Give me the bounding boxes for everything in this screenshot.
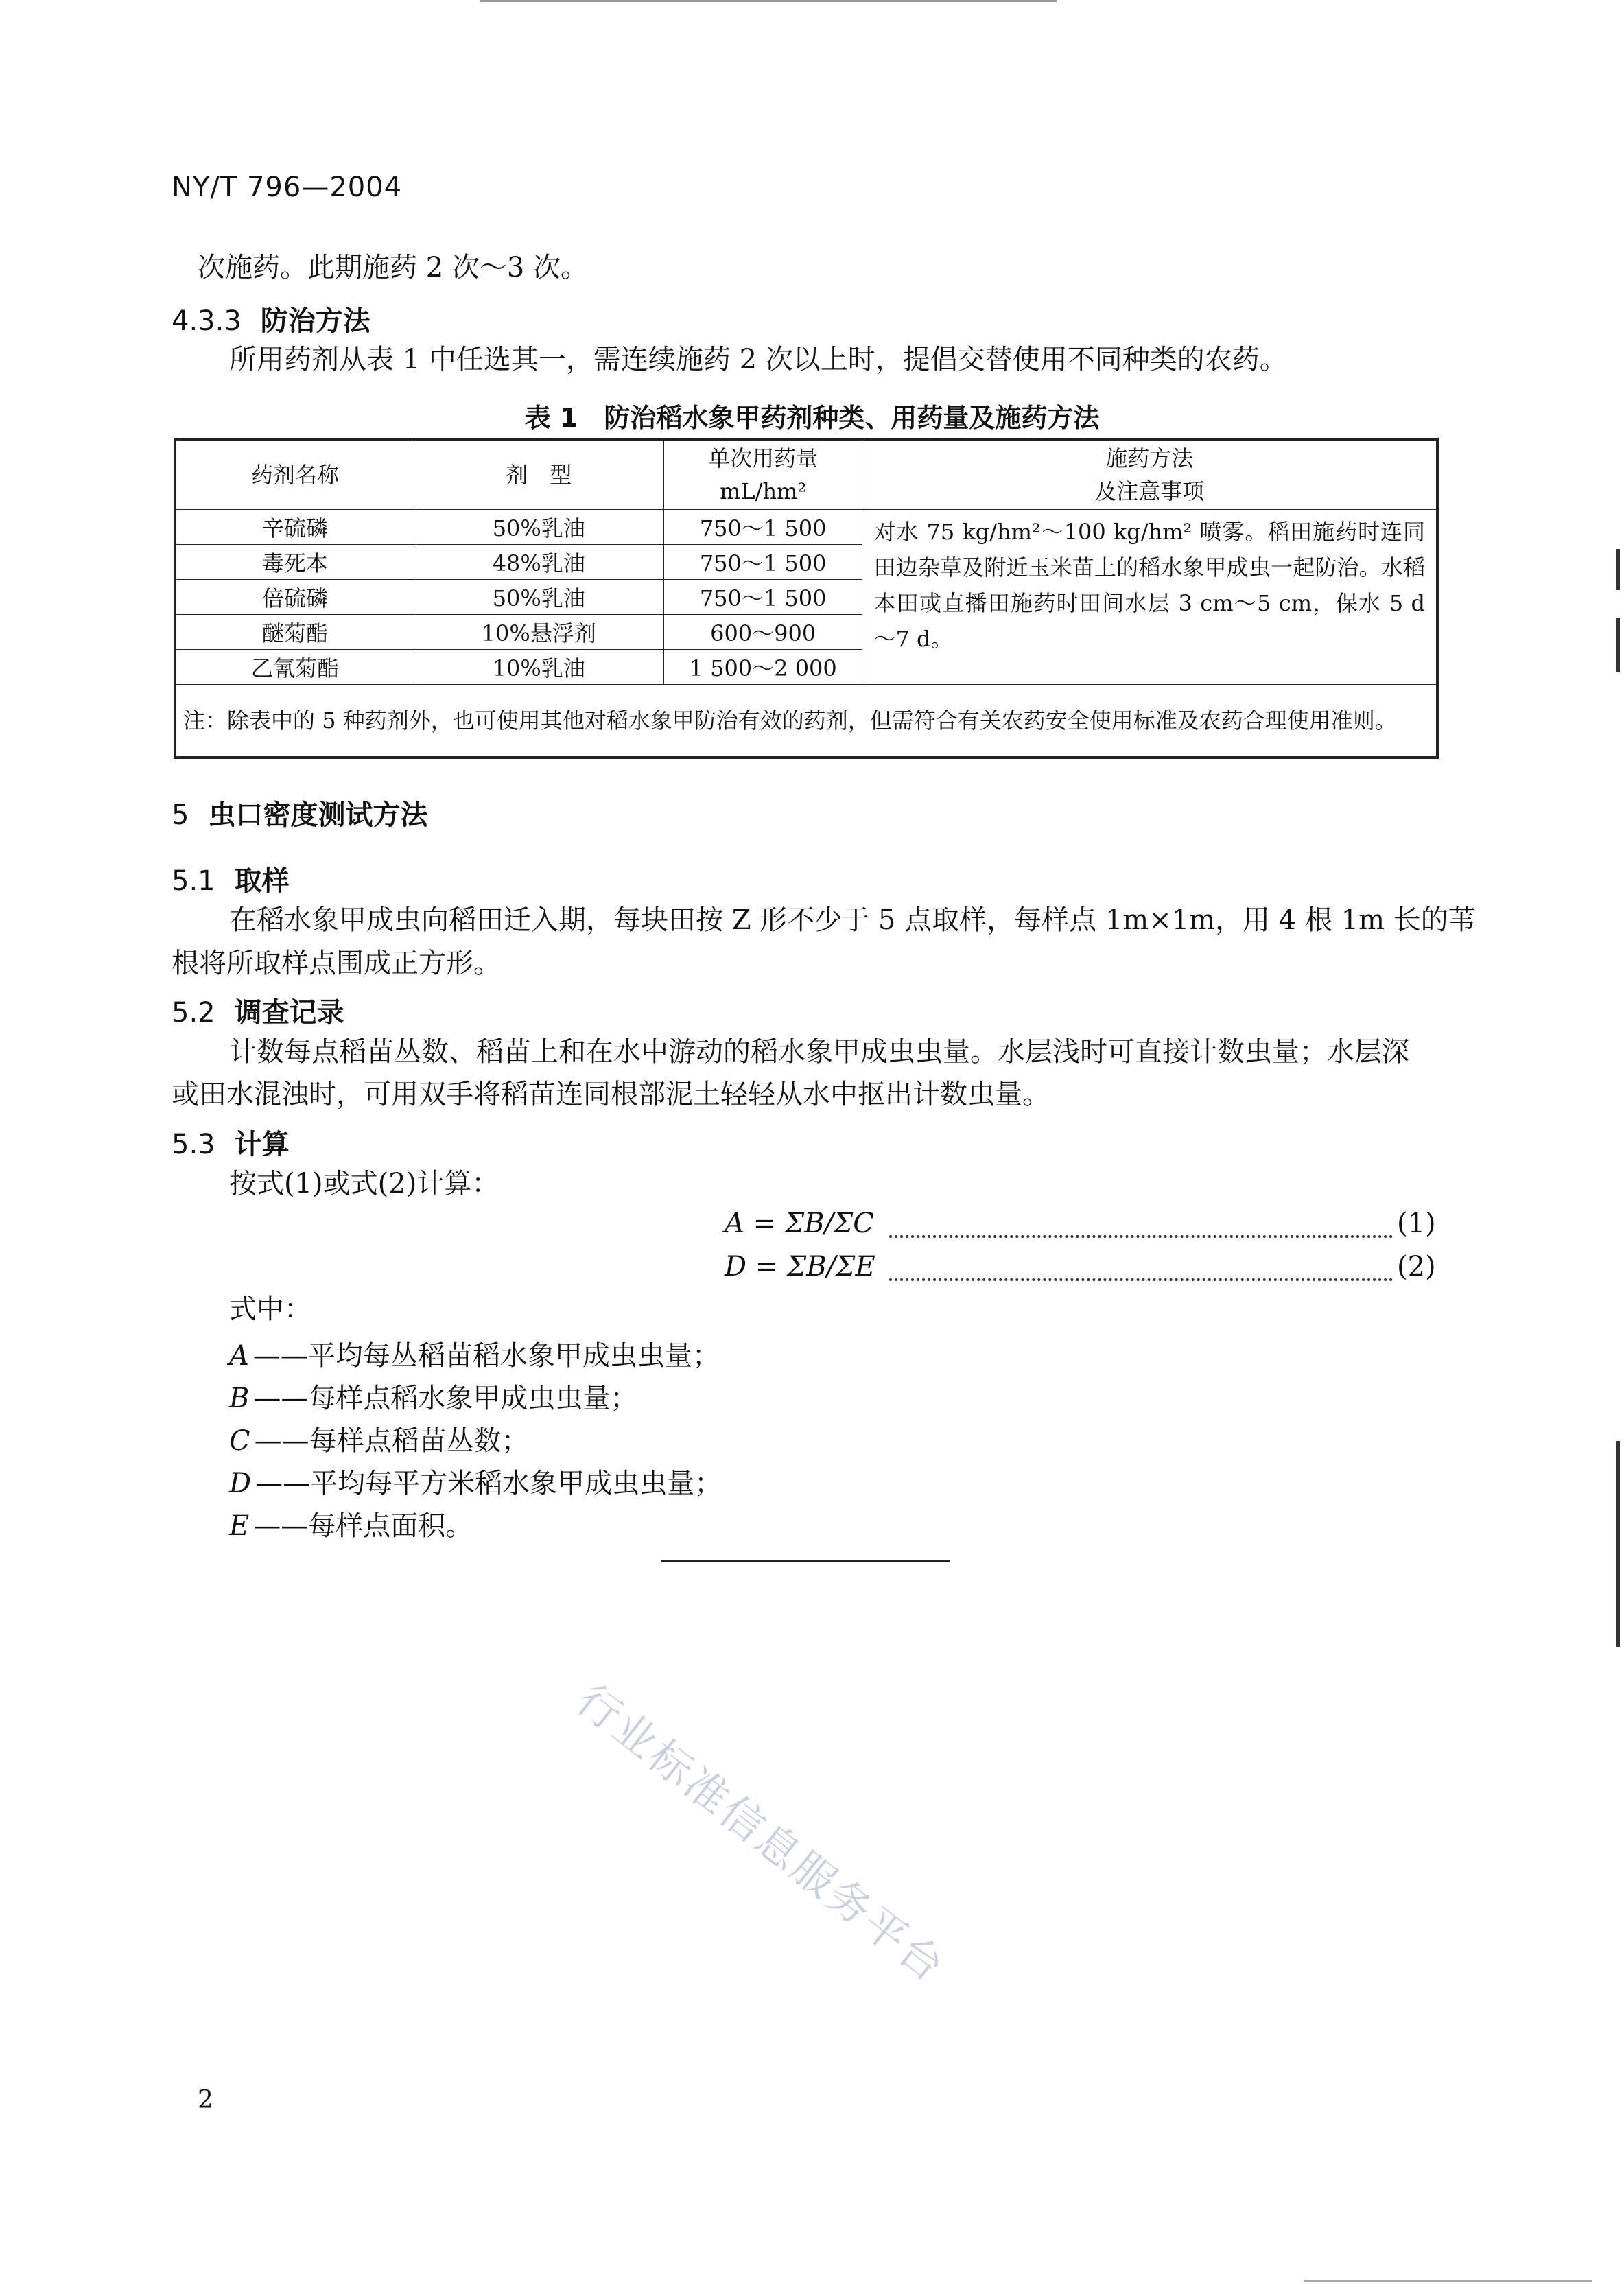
definition-b <box>229 1376 637 1416</box>
section-5-1-line1: 在稻水象甲成虫向稻田迁入期，每块田按 Z 形不少于 5 点取样，每样点 1m×1m，用 4 根 1m 长的苇 <box>229 904 1476 936</box>
definition-c <box>229 1419 529 1458</box>
section-5-3-heading <box>172 1123 290 1162</box>
cell-name: 倍硫磷 <box>175 580 414 615</box>
section-title: 调查记录 <box>234 997 344 1029</box>
pesticide-table <box>174 438 1439 759</box>
definition-text: ——平均每平方米稻水象甲成虫虫量； <box>255 1468 722 1499</box>
definition-text: ——每样点面积。 <box>253 1510 473 1542</box>
cell-method: 对水 75 kg/hm²～100 kg/hm² 喷雾。稻田施药时连同田边杂草及附近玉米苗上的稻水象甲成虫一起防治。水稻本田或直播田施药时田间水层 3 cm～5 cm，保水 5 d～7 d。 <box>862 510 1437 685</box>
section-5-2-line1: 计数每点稻苗丛数、稻苗上和在水中游动的稻水象甲成虫虫量。水层浅时可直接计数虫量；水层深 <box>229 1036 1409 1068</box>
cell-dose: 750～1 500 <box>663 580 862 615</box>
table-row <box>175 510 1437 545</box>
cell-name: 辛硫磷 <box>175 510 414 545</box>
watermark: 行业标准信息服务平台 <box>567 1674 956 1993</box>
table-caption: 表 1 防治稻水象甲药剂种类、用药量及施药方法 <box>524 403 1100 433</box>
standard-code-header: NY/T 796—2004 <box>172 172 403 203</box>
section-title: 取样 <box>234 865 290 897</box>
header-dose <box>663 439 862 510</box>
definition-symbol: A <box>229 1340 249 1372</box>
scan-bottom-line <box>1304 2280 1592 2282</box>
cell-dose: 750～1 500 <box>663 510 862 545</box>
cell-name: 毒死本 <box>175 545 414 580</box>
section-5-1-line2: 根将所取样点围成正方形。 <box>172 948 501 979</box>
definition-a <box>229 1334 720 1373</box>
header-method-line1: 施药方法 <box>1105 445 1194 471</box>
table-note-row <box>175 685 1437 758</box>
definition-text: ——每样点稻水象甲成虫虫量； <box>253 1383 638 1414</box>
cell-form: 10%乳油 <box>414 650 663 685</box>
cell-dose: 750～1 500 <box>663 545 862 580</box>
scan-edge-mark <box>1616 1441 1620 1647</box>
section-4-3-3-text: 所用药剂从表 1 中任选其一，需连续施药 2 次以上时，提倡交替使用不同种类的农药。 <box>229 344 1287 375</box>
header-name: 药剂名称 <box>175 439 414 510</box>
cell-name: 醚菊酯 <box>175 615 414 650</box>
header-dose-line2: mL/hm² <box>720 478 807 504</box>
cell-form: 48%乳油 <box>414 545 663 580</box>
section-5-3-lead: 按式(1)或式(2)计算： <box>229 1168 499 1199</box>
equation-2: D = ΣB/ΣE <box>725 1251 875 1282</box>
definition-symbol: B <box>229 1383 250 1414</box>
definition-text: ——每样点稻苗丛数； <box>254 1425 529 1457</box>
definition-symbol: C <box>229 1425 250 1457</box>
section-number: 5.1 <box>172 865 215 897</box>
table-header-row <box>175 439 1437 510</box>
equation-1-number: (1) <box>1397 1208 1436 1239</box>
table-note: 注：除表中的 5 种药剂外，也可使用其他对稻水象甲防治有效的药剂，但需符合有关农药安全使用标准及农药合理使用准则。 <box>175 685 1437 758</box>
cell-dose: 1 500～2 000 <box>663 650 862 685</box>
page-number: 2 <box>198 2086 213 2114</box>
section-number: 4.3.3 <box>172 305 242 337</box>
section-title: 防治方法 <box>260 305 370 337</box>
section-5-2-heading <box>172 991 344 1030</box>
end-rule <box>661 1560 950 1562</box>
definition-symbol: D <box>229 1468 252 1499</box>
definition-d <box>229 1462 722 1501</box>
cell-form: 50%乳油 <box>414 510 663 545</box>
equation-1: A = ΣB/ΣC <box>725 1208 874 1239</box>
header-method-line2: 及注意事项 <box>1094 478 1205 504</box>
section-number: 5.3 <box>172 1129 215 1160</box>
definition-text: ——平均每丛稻苗稻水象甲成虫虫量； <box>252 1340 720 1372</box>
header-form: 剂 型 <box>414 439 663 510</box>
cell-dose: 600～900 <box>663 615 862 650</box>
section-title: 虫口密度测试方法 <box>208 799 428 831</box>
header-dose-line1: 单次用药量 <box>708 445 819 471</box>
intro-tail-text: 次施药。此期施药 2 次～3 次。 <box>198 252 589 283</box>
definition-e <box>229 1504 473 1543</box>
cell-form: 50%乳油 <box>414 580 663 615</box>
header-method <box>862 439 1437 510</box>
section-title: 计算 <box>234 1129 290 1160</box>
scan-edge-mark <box>1616 549 1620 590</box>
equation-1-leader <box>889 1235 1393 1238</box>
section-5-2-line2: 或田水混浊时，可用双手将稻苗连同根部泥土轻轻从水中抠出计数虫量。 <box>172 1079 1050 1110</box>
section-number: 5.2 <box>172 997 215 1029</box>
scan-top-line <box>480 0 1057 2</box>
scan-edge-mark <box>1616 618 1620 672</box>
equation-2-leader <box>889 1278 1393 1281</box>
definition-symbol: E <box>229 1510 250 1542</box>
section-number: 5 <box>172 799 189 831</box>
section-5-1-heading <box>172 859 290 898</box>
cell-name: 乙氰菊酯 <box>175 650 414 685</box>
section-5-heading <box>172 793 427 832</box>
equation-2-number: (2) <box>1397 1251 1436 1282</box>
cell-form: 10%悬浮剂 <box>414 615 663 650</box>
section-4-3-3-heading <box>172 299 370 338</box>
where-label: 式中： <box>229 1293 311 1325</box>
